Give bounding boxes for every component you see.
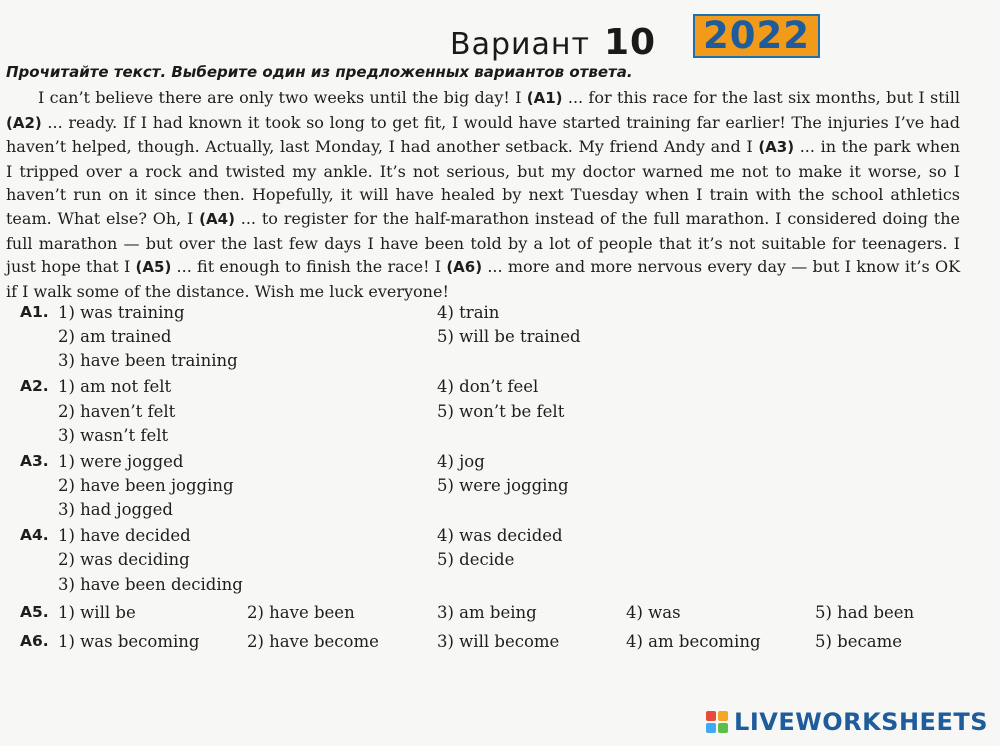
answer-option: 3) am being: [437, 602, 537, 622]
year-label: 2022: [703, 14, 810, 57]
task-instruction: Прочитайте текст. Выберите один из предложенных вариантов ответа.: [6, 63, 633, 81]
year-badge: [693, 14, 820, 58]
answer-option: 5) were jogging: [437, 476, 569, 495]
gap-marker: (A2): [6, 113, 42, 132]
gap-marker: (A4): [199, 209, 235, 228]
variant-word: Вариант: [450, 27, 590, 62]
answer-option: 2) haven’t felt: [58, 401, 176, 421]
question-label: A4.: [20, 526, 49, 545]
logo-mark-icon: [706, 711, 728, 733]
gap-marker: (A1): [526, 89, 563, 107]
logo-square: [718, 711, 728, 721]
liveworksheets-logo: [706, 708, 988, 736]
answer-option: 4) jog: [437, 451, 485, 471]
answer-option: 1) were jogged: [58, 451, 184, 471]
answer-option: 2) have been: [247, 602, 355, 622]
question-label: A6.: [20, 631, 49, 650]
answer-option: 2) am trained: [58, 327, 172, 347]
answer-option: 5) won’t be felt: [437, 401, 565, 421]
answer-option: 3) had jogged: [58, 500, 173, 520]
page-header: [0, 14, 1000, 64]
answer-option: 1) was becoming: [58, 631, 200, 651]
logo-square: [718, 723, 728, 733]
answer-option: 4) was: [626, 602, 681, 622]
question-label: A2.: [20, 377, 49, 396]
answer-option: 1) have decided: [58, 526, 191, 546]
answer-option: 2) was deciding: [58, 550, 190, 570]
question-label: A1.: [20, 303, 49, 321]
answer-option: 4) was decided: [437, 526, 563, 546]
answer-option: 5) decide: [437, 550, 515, 570]
question-label: A3.: [20, 451, 49, 470]
gap-marker: (A6): [446, 258, 483, 277]
variant-title: [450, 22, 656, 63]
answer-option: 2) have become: [247, 631, 379, 651]
answer-option: 3) wasn’t felt: [58, 425, 169, 445]
answer-option: 3) have been deciding: [58, 574, 243, 594]
reading-passage: I can’t believe there are only two weeks until the big day! I (A1) ... for this race for the last six months, but I still (A2) ... ready. If I had known it took so long to get fit, I would have started training far earlier! The injuries I’ve had haven’t helped, though. Actually, last Monday, I had another setback. My friend Andy and I (A3) ... in the park when I tripped over a rock and twisted my ankle. It’s not serious, but my doctor warned me not to make it worse, so I haven’t run on it since then. Hopefully, it will have healed by next Tuesday when I train with the school athletics team. What else? Oh, I (A4) ... to register for the half-marathon instead of the full marathon. I considered doing the full marathon — but over the last few days I have been told by a lot of people that it’s not suitable for teenagers. I just hope that I (A5) ... fit enough to finish the race! I (A6) ... more and more nervous every day — but I know it’s OK if I walk some of the distance. Wish me luck everyone!: [6, 88, 961, 301]
answer-option: 5) will be trained: [437, 327, 581, 347]
answer-option: 1) was training: [58, 303, 185, 322]
logo-square: [706, 723, 716, 733]
answer-option: 3) have been training: [58, 351, 238, 371]
logo-square: [706, 711, 716, 721]
answer-option: 1) will be: [58, 602, 136, 622]
variant-number: 10: [603, 22, 657, 63]
answer-option: 4) don’t feel: [437, 377, 539, 397]
answer-option: 4) train: [437, 303, 500, 322]
gap-marker: (A5): [135, 258, 172, 277]
answer-option: 5) had been: [815, 602, 915, 622]
answer-option: 4) am becoming: [626, 631, 761, 651]
answer-option: 3) will become: [437, 631, 560, 651]
gap-marker: (A3): [758, 138, 795, 157]
answer-option: 1) am not felt: [58, 377, 172, 397]
question-label: A5.: [20, 602, 49, 621]
answer-option: 5) became: [815, 631, 902, 651]
logo-text: LIVEWORKSHEETS: [734, 708, 988, 736]
answer-option: 2) have been jogging: [58, 476, 234, 495]
